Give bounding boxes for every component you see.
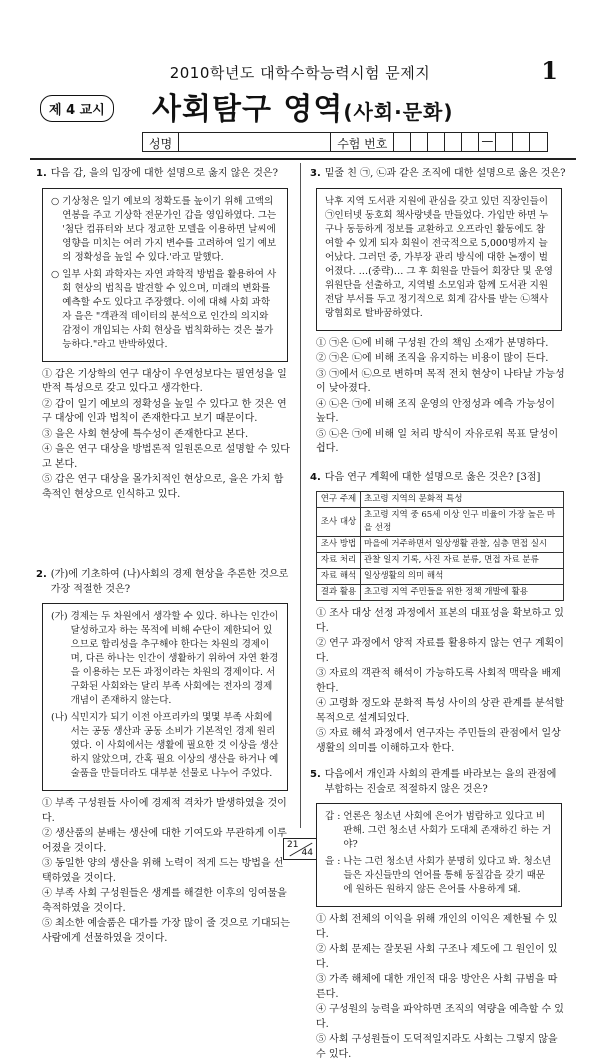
- choice-list: [36, 797, 292, 946]
- choice-item[interactable]: ③ ㉠에서 ㉡으로 변하며 목적 전치 현상이 나타날 가능성이 낮아졌다.: [316, 368, 565, 394]
- bullet-mark: (나): [51, 712, 68, 723]
- choice-item[interactable]: ② 갑이 일기 예보의 정확성을 높일 수 있다고 한 것은 연구 대상에 인과 법칙이 존재한다고 보기 때문이다.: [42, 398, 287, 424]
- choice-item[interactable]: ③ 가족 해체에 대한 개인적 대응 방안은 사회 규범을 따른다.: [316, 974, 558, 1000]
- question-number: 1.: [36, 168, 47, 179]
- page-number: 1: [541, 56, 558, 85]
- choice-item[interactable]: ④ 부족 사회 구성원들은 생계를 해결한 이후의 잉여물을 축적하였을 것이다.: [42, 888, 287, 914]
- question-number: 3.: [310, 168, 321, 179]
- choice-item[interactable]: ① ㉠은 ㉡에 비해 구성원 간의 책임 소재가 분명하다.: [316, 337, 549, 349]
- question-stem: 다음 연구 계획에 대한 설명으로 옳은 것은? [3점]: [324, 471, 541, 483]
- choice-item[interactable]: ⑤ 사회 구성원들이 도덕적일지라도 사회는 그렇지 않을 수 있다.: [316, 1034, 558, 1060]
- question-number: 4.: [310, 471, 321, 483]
- table-key: 조사 방법: [317, 537, 361, 553]
- choice-item[interactable]: ③ 을은 사회 현상에 특수성이 존재한다고 본다.: [42, 428, 249, 440]
- table-row: [317, 585, 564, 601]
- question-number: 5.: [310, 769, 321, 780]
- table-value: 초고령 지역의 문화적 특성: [361, 492, 564, 508]
- id-label: 수험 번호: [331, 133, 394, 151]
- name-field[interactable]: [179, 133, 331, 151]
- choice-item[interactable]: ⑤ ㉡은 ㉠에 비해 일 처리 방식이 자유로워 목표 달성이 쉽다.: [316, 428, 559, 454]
- choice-item[interactable]: ③ 동일한 양의 생산을 위해 노력이 적게 드는 방법을 선택하였을 것이다.: [42, 858, 284, 884]
- id-digit-box[interactable]: [496, 133, 513, 151]
- choice-item[interactable]: ② 연구 과정에서 양적 자료를 활용하지 않는 연구 계획이다.: [316, 638, 564, 664]
- passage-box: [42, 603, 288, 791]
- choice-list: [310, 337, 566, 457]
- choice-item[interactable]: ⑤ 갑은 연구 대상을 몰가치적인 현상으로, 을은 가치 함축적인 현상으로 인식하고 있다.: [42, 474, 284, 500]
- question-3: [310, 167, 566, 457]
- choice-item[interactable]: ⑤ 최소한 예술품은 대가를 가장 많이 줄 것으로 기대되는 사람에게 선물하였을 것이다.: [42, 918, 290, 944]
- table-row: [317, 537, 564, 553]
- table-value: 일상생활의 의미 해석: [361, 569, 564, 585]
- question-5: [310, 768, 566, 1062]
- question-stem: (가)에 기초하여 (나)사회의 경제 현상을 추론한 것으로 가장 적절한 것은?: [50, 569, 289, 595]
- passage-box: [316, 188, 562, 331]
- bullet-mark: (가): [51, 611, 68, 622]
- choice-item[interactable]: ② ㉠은 ㉡에 비해 조직을 유지하는 비용이 많이 든다.: [316, 353, 549, 364]
- id-digit-box[interactable]: [394, 133, 411, 151]
- session-badge: 제 4 교시: [40, 95, 114, 122]
- table-value: 초고령 지역 주민들을 위한 정책 개발에 활용: [361, 585, 564, 601]
- dialogue-text: 언론은 청소년 사회에 은어가 범람하고 있다고 비판해. 그런 청소년 사회가 도대체 존재하긴 하는 거야?: [343, 811, 552, 850]
- dialogue-text: 나는 그런 청소년 사회가 분명히 있다고 봐. 청소년들은 자신들만의 언어를 통해 동질감을 갖기 때문에 원하든 원하지 않든 은어를 사용하게 돼.: [343, 856, 552, 895]
- choice-item[interactable]: ③ 자료의 객관적 해석이 가능하도록 사회적 맥락을 배제한다.: [316, 668, 561, 694]
- id-digit-box[interactable]: [513, 133, 530, 151]
- question-stem: 다음 갑, 을의 입장에 대한 설명으로 옳지 않은 것은?: [50, 168, 278, 179]
- table-key: 자료 해석: [317, 569, 361, 585]
- table-key: 결과 활용: [317, 585, 361, 601]
- question-1: [36, 167, 292, 502]
- question-4: [310, 471, 566, 757]
- choice-item[interactable]: ② 사회 문제는 잘못된 사회 구조나 제도에 그 원인이 있다.: [316, 944, 558, 970]
- table-value: 초고령 지역 중 65세 이상 인구 비율이 가장 높은 마을 선정: [361, 508, 564, 537]
- question-2: [36, 568, 292, 946]
- question-number: 2.: [36, 569, 47, 580]
- choice-list: [310, 607, 566, 756]
- passage-text: 기상청은 일기 예보의 정확도를 높이기 위해 고액의 연봉을 주고 기상학 전문가인 갑을 영입하였다. 그는 '첨단 컴퓨터와 보다 정교한 모델을 이용하면 날씨에 영향을 미치는 여러 가지 변수를 고려하여 일기 예보의 정확성을 높일 수 있다.'라고 말했다.: [62, 195, 277, 263]
- choice-item[interactable]: ① 갑은 기상학의 연구 대상이 우연성보다는 필연성을 일반적 특성으로 갖고 있다고 생각한다.: [42, 368, 287, 394]
- table-value: 마을에 거주하면서 일상생활 관찰, 심층 면접 실시: [361, 537, 564, 553]
- choice-item[interactable]: ① 조사 대상 선정 과정에서 표본의 대표성을 확보하고 있다.: [316, 608, 564, 634]
- speaker-label: 을 :: [325, 856, 341, 867]
- total-pages: 44: [301, 848, 313, 858]
- id-digit-box[interactable]: [530, 133, 547, 151]
- question-stem: 밑줄 친 ㉠, ㉡과 같은 조직에 대한 설명으로 옳은 것은?: [324, 168, 566, 179]
- choice-item[interactable]: ⑤ 자료 해석 과정에서 연구자는 주민들의 관점에서 일상생활의 의미를 이해하고자 한다.: [316, 728, 561, 754]
- id-digit-box[interactable]: [445, 133, 462, 151]
- subject-sub: (사회·문화): [343, 100, 454, 124]
- id-digit-box[interactable]: [428, 133, 445, 151]
- question-stem: 다음에서 개인과 사회의 관계를 바라보는 을의 관점에 부합하는 진술로 적절하지 않은 것은?: [324, 769, 557, 795]
- exam-title: 2010학년도 대학수학능력시험 문제지: [169, 64, 431, 82]
- bullet-mark: ○: [51, 268, 60, 280]
- choice-list: [36, 368, 292, 503]
- id-digit-box[interactable]: [462, 133, 479, 151]
- table-row: [317, 492, 564, 508]
- page-counter: [283, 838, 317, 860]
- column-divider: [300, 163, 301, 828]
- table-value: 관찰 일지 기록, 사진 자료 분류, 면접 자료 분류: [361, 553, 564, 569]
- id-dash: —: [479, 133, 496, 151]
- current-page: 21: [287, 840, 299, 850]
- research-plan-table: [316, 491, 564, 601]
- choice-item[interactable]: ④ 고령화 정도와 문화적 특성 사이의 상관 관계를 분석할 목적으로 설계되었다.: [316, 698, 564, 724]
- subject-main: 사회탐구 영역: [152, 92, 344, 127]
- right-column: [310, 167, 566, 1063]
- table-key: 연구 주제: [317, 492, 361, 508]
- choice-item[interactable]: ④ 을은 연구 대상을 방법론적 일원론으로 설명할 수 있다고 본다.: [42, 444, 290, 470]
- table-key: 자료 처리: [317, 553, 361, 569]
- choice-item[interactable]: ④ 구성원의 능력을 파악하면 조직의 역량을 예측할 수 있다.: [316, 1004, 564, 1030]
- table-row: [317, 569, 564, 585]
- choice-list: [310, 913, 566, 1062]
- table-row: [317, 508, 564, 537]
- bullet-mark: ○: [51, 195, 60, 207]
- name-label: 성명: [143, 133, 179, 151]
- choice-item[interactable]: ④ ㉡은 ㉠에 비해 조직 운영의 안정성과 예측 가능성이 높다.: [316, 398, 555, 424]
- header-rule: [30, 158, 576, 160]
- choice-item[interactable]: ① 사회 전체의 이익을 위해 개인의 이익은 제한될 수 있다.: [316, 914, 558, 940]
- passage-text: 식민지가 되기 이전 아프리카의 몇몇 부족 사회에서는 공동 생산과 공동 소비가 기본적인 경제 원리였다. 이 사회에서는 생활에 필요한 것 이상을 생산하지 않았으며, 간혹 필요 이상의 생산을 하거나 예술품을 만들더라도 대부분 선물로 나누어 주었다.: [70, 712, 279, 779]
- id-digit-box[interactable]: [411, 133, 428, 151]
- passage-text: 경제는 두 차원에서 생각할 수 있다. 하나는 인간이 달성하고자 하는 목적에 비해 수단이 제한되어 있으므로 합리성을 추구해야 한다는 차원의 경제이며, 다른 하나는 인간이 생활하기 위하여 자연 환경을 이용하는 모든 과정이라는 차원의 경제이다. 서구화된 사회와는 달리 부족 사회에는 전자의 경제 개념이 존재하지 않는다.: [70, 611, 279, 706]
- subject-title: [152, 84, 454, 128]
- dialogue-box: [316, 803, 562, 907]
- passage-text: 일부 사회 과학자는 자연 과학적 방법을 활용하여 사회 현상의 법칙을 발견할 수 있으며, 미래의 변화를 예측할 수도 있다고 주장했다. 이에 대해 사회 과학자 을은 "객관적 데이터의 분석으로 인간의 의지와 감정이 개입되는 사회 현상을 법칙화하는 것은 불가능하다."라고 반박하였다.: [62, 268, 277, 350]
- examinee-info: [142, 132, 548, 152]
- passage-text: 낙후 지역 도서관 지원에 관심을 갖고 있던 직장인들이 ㉠인터넷 동호회 책사랑넷을 만들었다. 가입만 하면 누구나 동등하게 정보를 교환하고 오프라인 활동에도 참여할 수 있게 되자 회원이 전국적으로 5,000명까지 늘어났다. 그러던 중, 가부장 관리 방식에 대한 논쟁이 벌어졌다. …(중략)… 그 후 회원을 만들어 회장단 및 운영 위원단을 선출하고, 지역별 소모임과 함께 도서관 지원 전담 부서를 두고 정기적으로 회계 감사를 받는 ㉡책사랑협회로 탈바꿈하였다.: [325, 195, 553, 319]
- speaker-label: 갑 :: [325, 811, 341, 822]
- table-row: [317, 553, 564, 569]
- choice-item[interactable]: ① 부족 구성원들 사이에 경제적 격차가 발생하였을 것이다.: [42, 798, 287, 824]
- left-column: [36, 167, 292, 947]
- passage-box: [42, 188, 288, 362]
- choice-item[interactable]: ② 생산품의 분배는 생산에 대한 기여도와 무관하게 이루어졌을 것이다.: [42, 828, 287, 854]
- table-key: 조사 대상: [317, 508, 361, 537]
